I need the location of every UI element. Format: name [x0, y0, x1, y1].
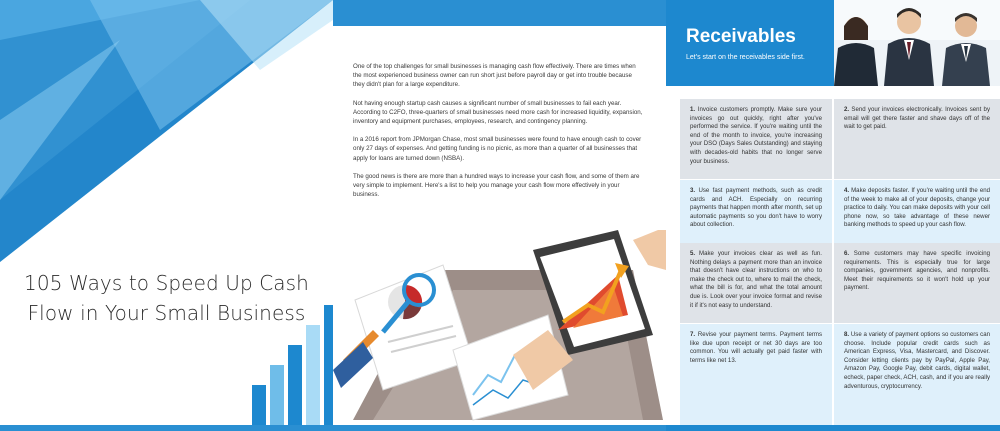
- intro-text: [353, 62, 645, 208]
- intro-top-band: [333, 0, 666, 26]
- receivables-page: [666, 0, 1000, 431]
- tip-number: 7.: [690, 331, 696, 338]
- cover-page: [0, 0, 333, 431]
- tip-text: Make your invoices clear as well as fun. Nothing delays a payment more than an invoice that doesn't have clear instructions on who to make the check out to, where to mail the check, what the bill is for, and what the total amount due is. Look over your invoice format and revise it if it's not easy to understand.: [690, 250, 822, 309]
- tip-text: Make deposits faster. If you're waiting until the end of the week to make all of your deposits, change your practice to daily. You can make deposits with your cell phone now, so take advantage of these newer banking methods to speed up your cash flow.: [844, 187, 990, 229]
- growth-bar: [270, 365, 284, 425]
- tip-number: 6.: [844, 250, 850, 257]
- tip-text: Send your invoices electronically. Invoices sent by email will get there faster and shave days off of the wait to get paid.: [844, 106, 990, 131]
- tip-text: Use fast payment methods, such as credit cards and ACH. Especially on recurring payments that happen month after month, set up automatic payments so you don't have to worry about collection.: [690, 187, 822, 229]
- cover-triangle-graphic: [0, 0, 333, 270]
- cover-title-line1: 105 Ways to Speed Up Cash: [24, 271, 309, 295]
- tip-card: [834, 243, 1000, 323]
- tip-number: 8.: [844, 331, 850, 338]
- growth-bar: [324, 305, 333, 425]
- cover-title-line2: Flow in Your Small Business: [27, 301, 306, 325]
- receivables-tips-grid: [666, 93, 1000, 431]
- cover-bottom-band: [0, 425, 333, 431]
- tip-card: [680, 99, 832, 179]
- growth-bar: [252, 385, 266, 425]
- intro-paragraph: The good news is there are more than a hundred ways to increase your cash flow, and some of them are very simple to implement. Here's a list to help you manage your cash flow more effectively in your business.: [353, 172, 640, 199]
- receivables-title: Receivables: [686, 26, 796, 47]
- tip-number: 5.: [690, 250, 696, 257]
- tip-card: [680, 243, 832, 323]
- tip-text: Use a variety of payment options so customers can choose. Include popular credit cards such as American Express, Visa, Mastercard, and Discover. Consider letting clients pay by PayPal, Apple Pay, Amazon Pay, Google Pay, debit cards, digital wallet, echeck, paper check, ACH, cash, and if you are really adventurous, cryptocurrency.: [844, 331, 990, 390]
- tip-text: Invoice customers promptly. Make sure your invoices go out quickly, right after you've performed the service. If you're waiting until the end of the month to invoice, you're increasing your DSO (Days Sales Outstanding) and staying with decades-old habits that no longer serve your business.: [690, 106, 822, 165]
- tip-text: Some customers may have specific invoicing requirements. This is especially true for large companies, government agencies, and nonprofits. Meet their requirements so it won't hold up your payment.: [844, 250, 990, 292]
- receivables-header: [666, 0, 1000, 86]
- receivables-subtitle: Let's start on the receivables side first.: [686, 54, 805, 61]
- tip-number: 1.: [690, 106, 696, 113]
- tip-number: 3.: [690, 187, 696, 194]
- intro-page: [333, 0, 666, 431]
- tip-card: [834, 99, 1000, 179]
- intro-paragraph: Not having enough startup cash causes a significant number of small businesses to fail each year. According to C2FO, three-quarters of small businesses need more cash for increased liquidity, expansion, inventory and equipment purchases, employees, research, and contingency planning.: [353, 99, 643, 126]
- tip-text: Revise your payment terms. Payment terms like due upon receipt or net 30 days are too common. You will actually get paid faster with terms like net 13.: [690, 331, 822, 364]
- intro-paragraph: In a 2016 report from JPMorgan Chase, most small businesses were found to have enough cash to cover only 27 days of expenses. And getting funding is no picnic, as more than a quarter of all businesses that apply for loans are turned down (NSBA).: [353, 136, 642, 162]
- tip-card: [680, 324, 832, 425]
- growth-bar: [306, 325, 320, 425]
- receivables-bottom-band: [666, 425, 1000, 431]
- finance-illustration: [333, 230, 666, 425]
- growth-bar: [288, 345, 302, 425]
- intro-bottom-band: [333, 425, 666, 431]
- tip-number: 4.: [844, 187, 850, 194]
- intro-paragraph: One of the top challenges for small businesses is managing cash flow effectively. There are times when the most experienced business owner can run short just before payroll day or get into trouble because they didn't plan for a large expenditure.: [353, 63, 636, 89]
- tip-number: 2.: [844, 106, 850, 113]
- tip-card: [834, 324, 1000, 425]
- business-people-photo: [834, 0, 1000, 86]
- cover-title: [0, 268, 333, 328]
